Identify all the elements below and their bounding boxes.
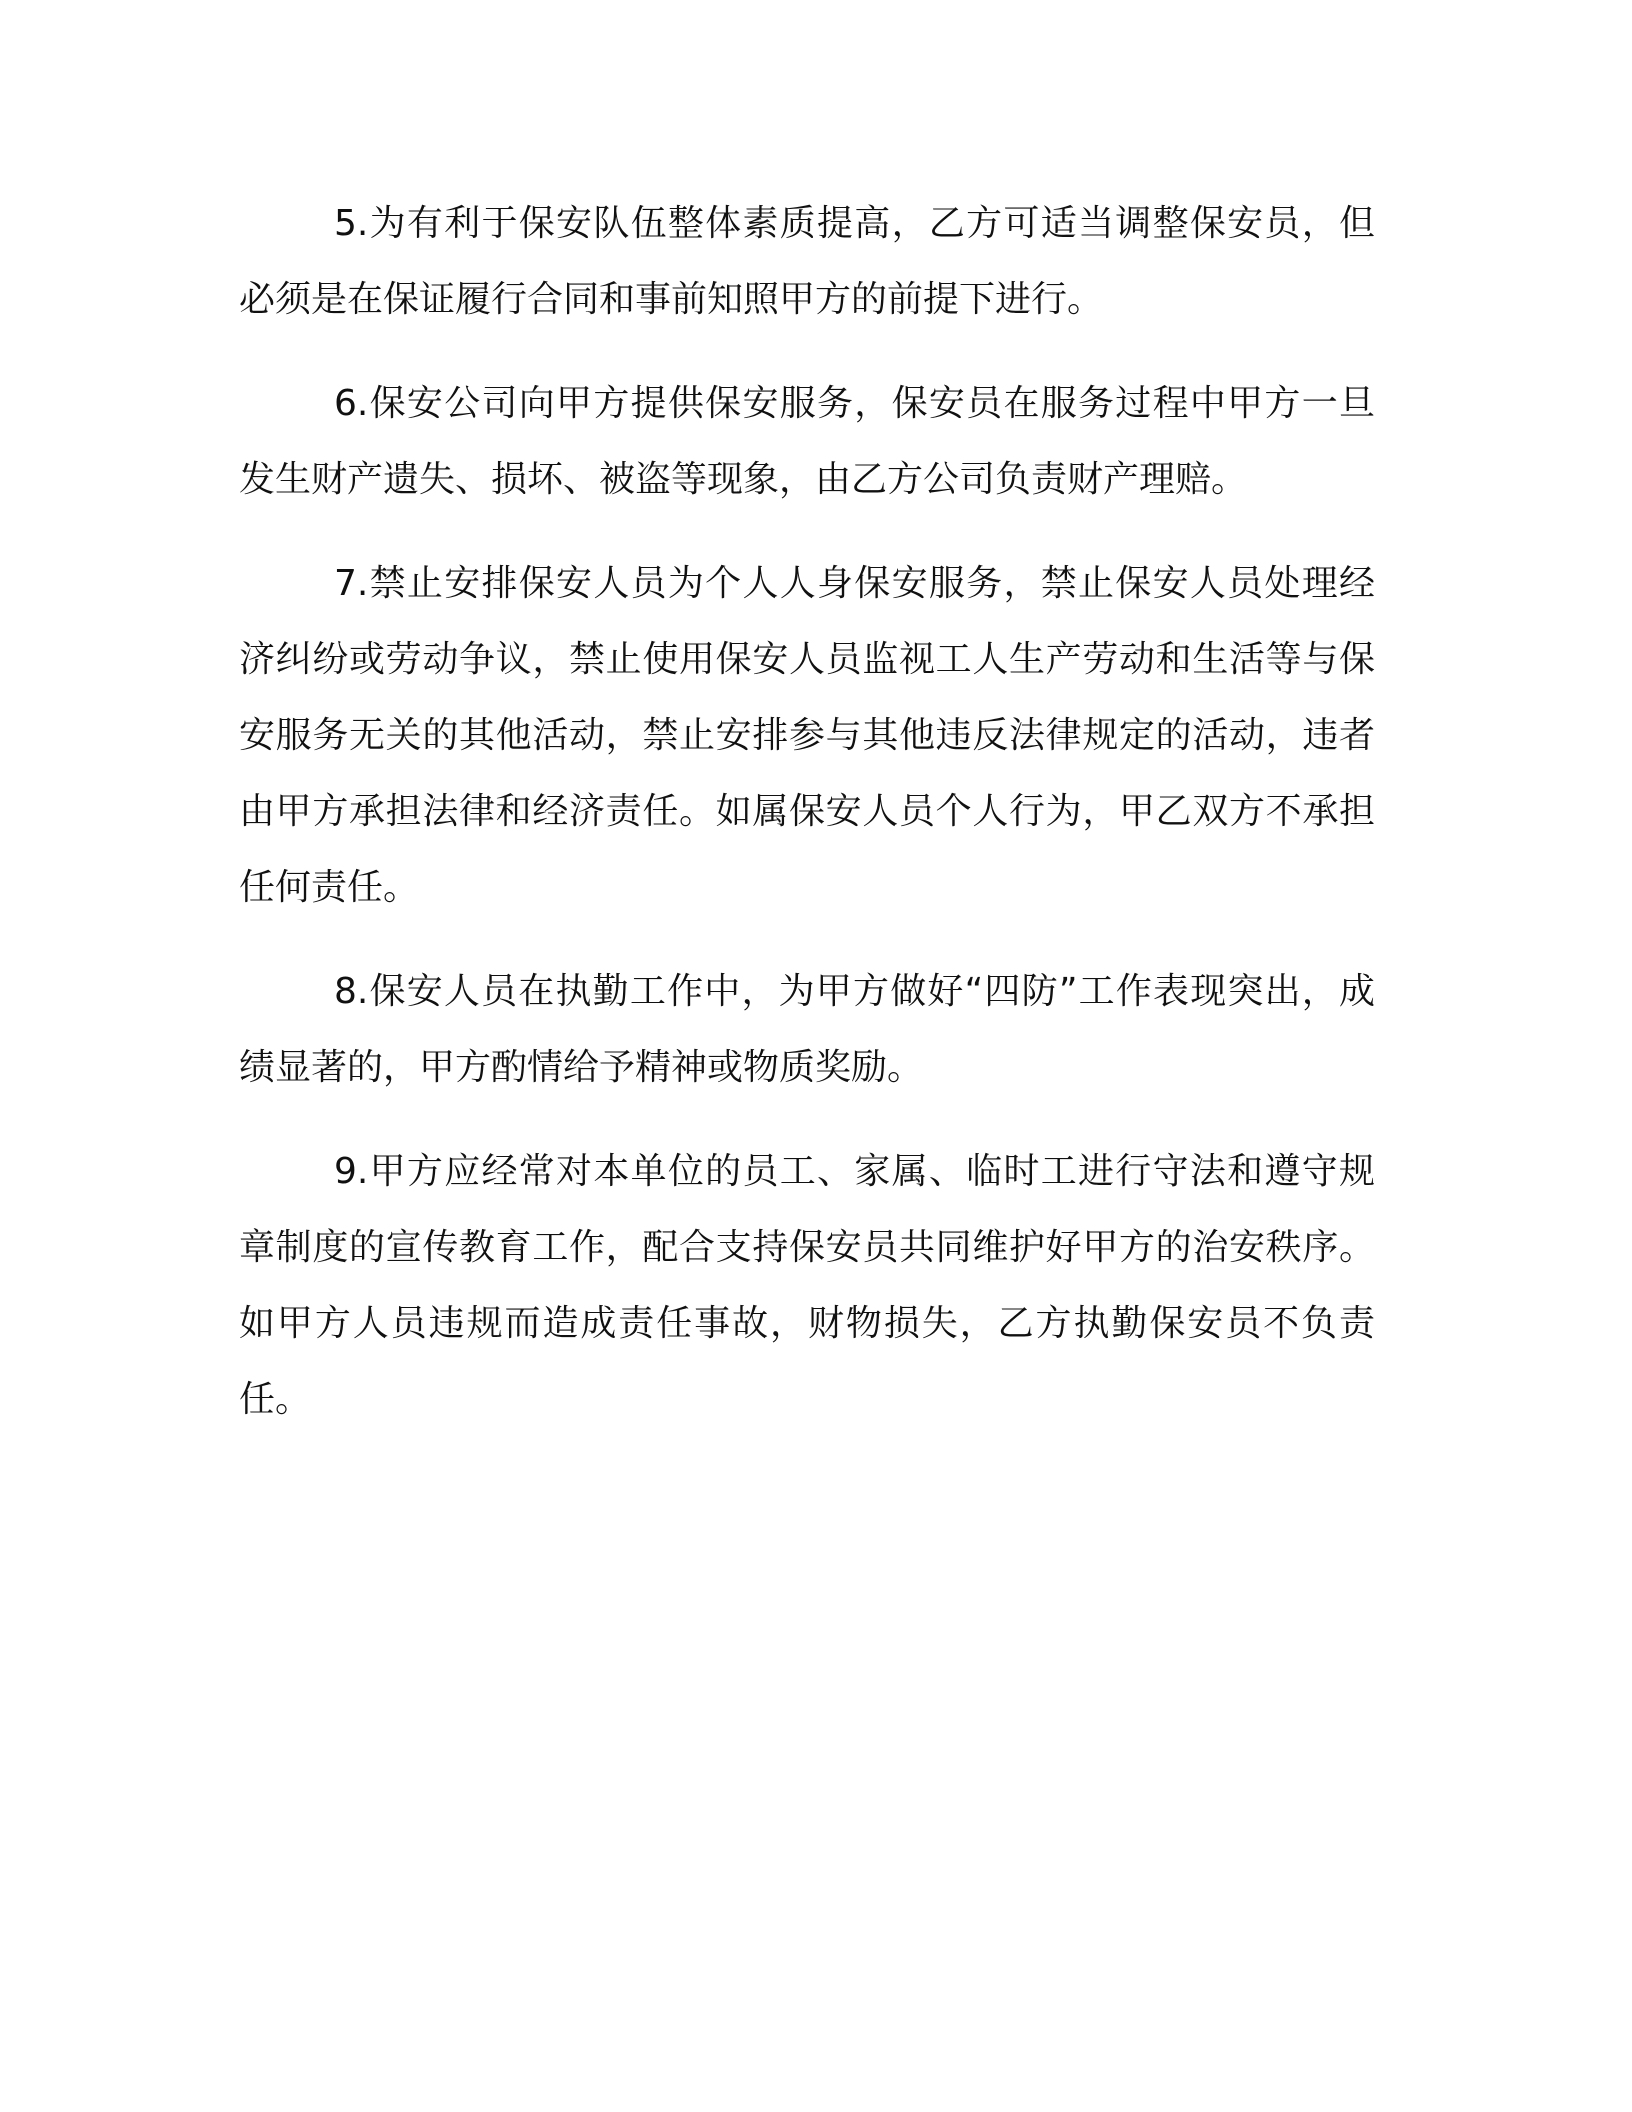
clause-8: 8.保安人员在执勤工作中，为甲方做好“四防”工作表现突出，成绩显著的，甲方酌情给予精神或物质奖励。 xyxy=(239,971,1375,1088)
clause-7: 7.禁止安排保安人员为个人人身保安服务，禁止保安人员处理经济纠纷或劳动争议，禁止使用保安人员监视工人生产劳动和生活等与保安服务无关的其他活动，禁止安排参与其他违反法律规定的活动，违者由甲方承担法律和经济责任。如属保安人员个人行为，甲乙双方不承担任何责任。 xyxy=(239,563,1375,908)
clause-6: 6.保安公司向甲方提供保安服务，保安员在服务过程中甲方一旦发生财产遗失、损坏、被盗等现象，由乙方公司负责财产理赔。 xyxy=(239,383,1375,500)
clause-5: 5.为有利于保安队伍整体素质提高，乙方可适当调整保安员，但必须是在保证履行合同和事前知照甲方的前提下进行。 xyxy=(239,203,1375,320)
document-body xyxy=(239,186,1375,1466)
clause-9: 9.甲方应经常对本单位的员工、家属、临时工进行守法和遵守规章制度的宣传教育工作，配合支持保安员共同维护好甲方的治安秩序。如甲方人员违规而造成责任事故，财物损失，乙方执勤保安员不负责任。 xyxy=(239,1151,1375,1420)
